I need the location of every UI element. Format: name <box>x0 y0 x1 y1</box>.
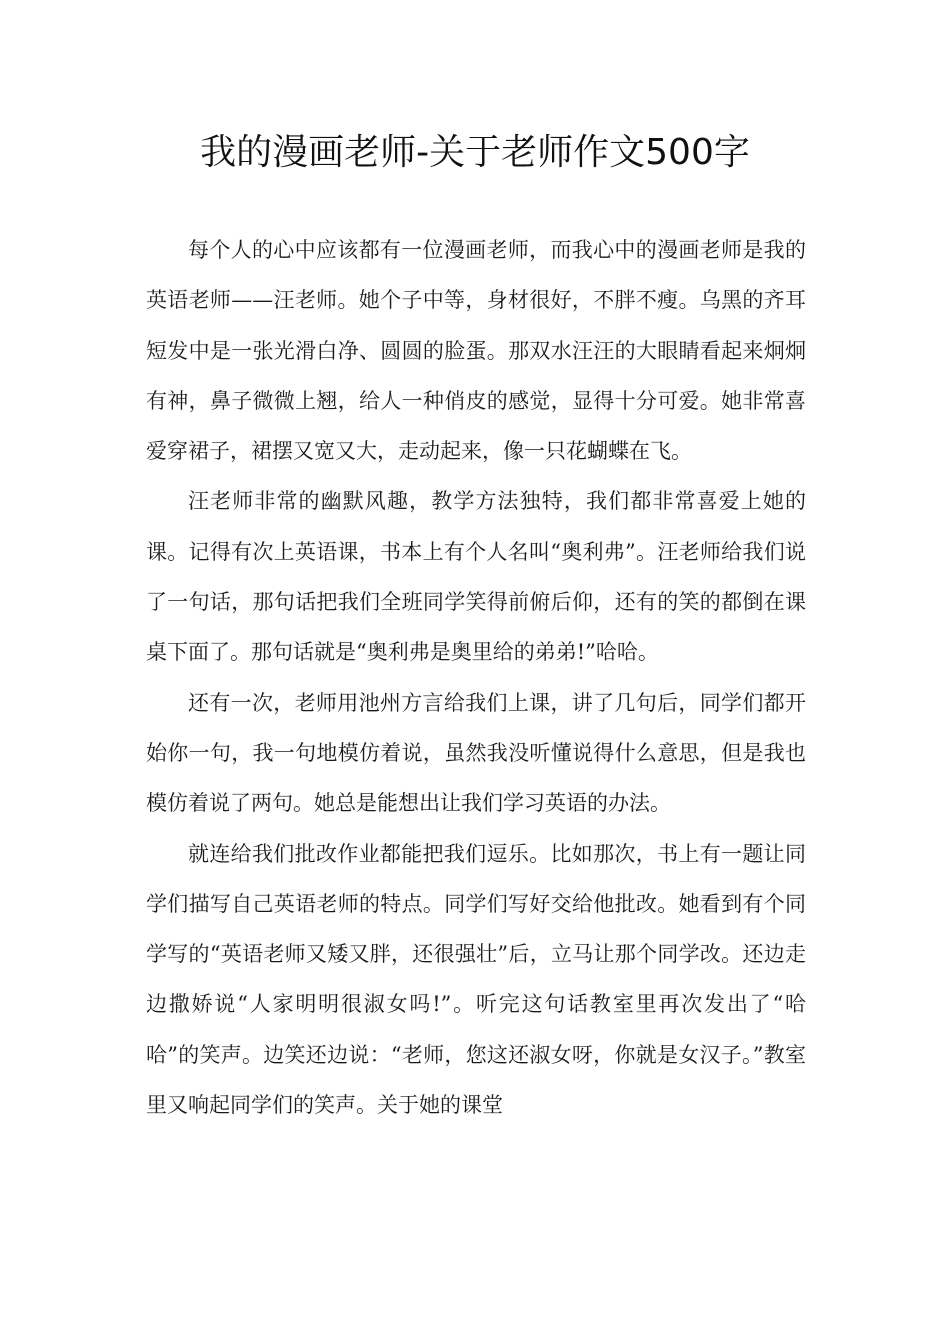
paragraph-4: 就连给我们批改作业都能把我们逗乐。比如那次，书上有一题让同学们描写自己英语老师的特点。同学们写好交给他批改。她看到有个同学写的“英语老师又矮又胖，还很强壮”后，立马让那个同学改。还边走边撒娇说“人家明明很淑女吗!”。听完这句话教室里再次发出了“哈哈”的笑声。边笑还边说：“老师，您这还淑女呀，你就是女汉子。”教室里又响起同学们的笑声。关于她的课堂 <box>146 841 806 1118</box>
paragraph-3: 还有一次，老师用池州方言给我们上课，讲了几句后，同学们都开始你一句，我一句地模仿着说，虽然我没听懂说得什么意思，但是我也模仿着说了两句。她总是能想出让我们学习英语的办法。 <box>146 690 806 816</box>
paragraph-2: 汪老师非常的幽默风趣，教学方法独特，我们都非常喜爱上她的课。记得有次上英语课，书本上有个人名叫“奥利弗”。汪老师给我们说了一句话，那句话把我们全班同学笑得前俯后仰，还有的笑的都倒在课桌下面了。那句话就是“奥利弗是奥里给的弟弟!”哈哈。 <box>146 489 806 665</box>
paragraph-1: 每个人的心中应该都有一位漫画老师，而我心中的漫画老师是我的英语老师——汪老师。她个子中等，身材很好，不胖不瘦。乌黑的齐耳短发中是一张光滑白净、圆圆的脸蛋。那双水汪汪的大眼睛看起来炯炯有神，鼻子微微上翘，给人一种俏皮的感觉，显得十分可爱。她非常喜爱穿裙子，裙摆又宽又大，走动起来，像一只花蝴蝶在飞。 <box>146 238 806 464</box>
document-title: 我的漫画老师-关于老师作文500字 <box>200 132 750 173</box>
document-body <box>146 225 806 1130</box>
